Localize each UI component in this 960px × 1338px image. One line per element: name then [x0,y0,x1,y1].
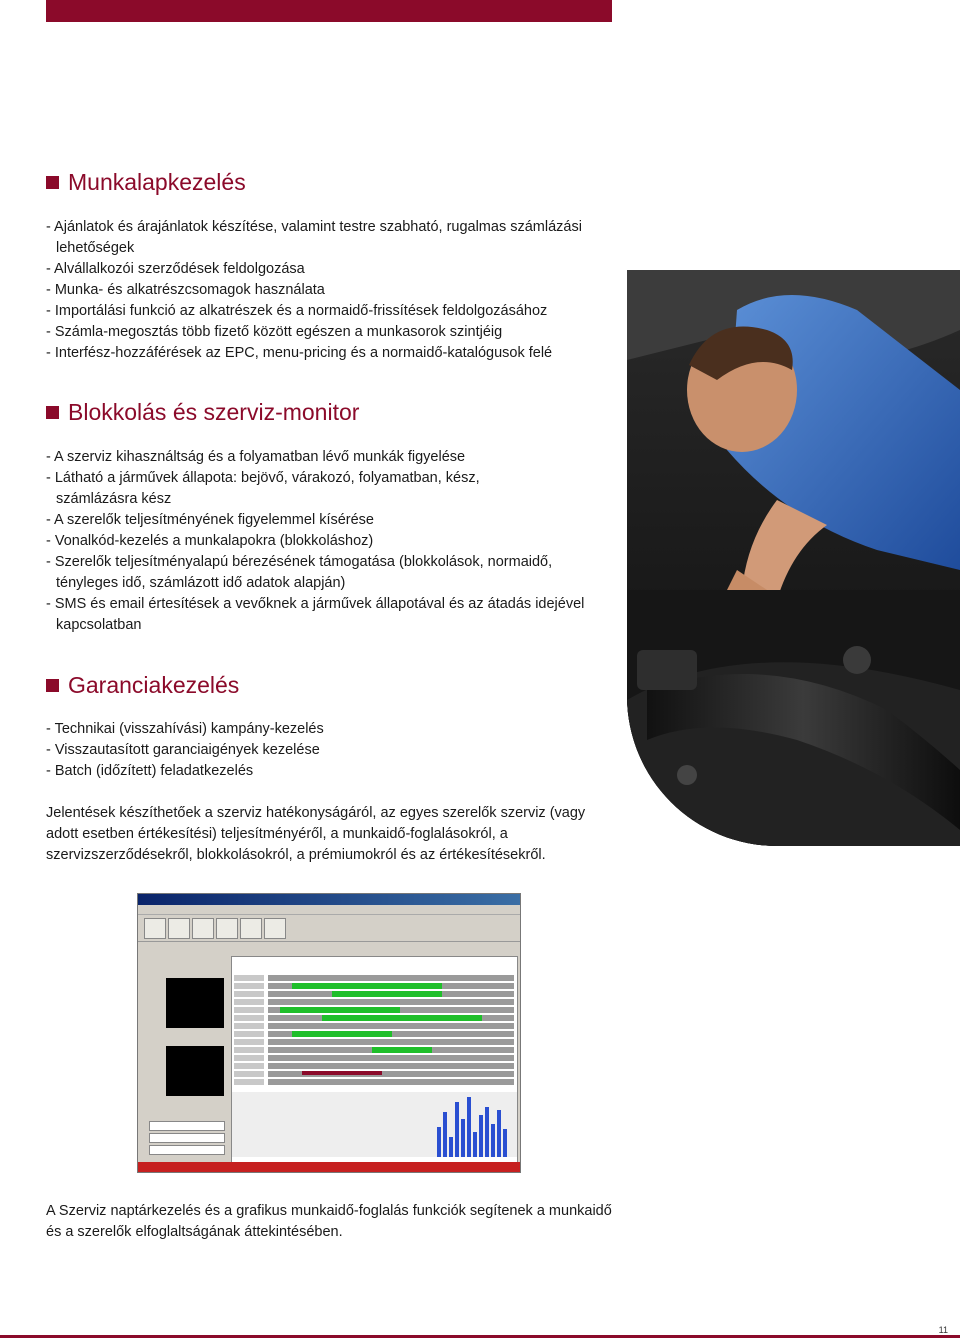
schedule-row-label [234,1047,264,1053]
report-bar [479,1115,483,1157]
toolbar-button [240,918,262,939]
report-bar [503,1129,507,1157]
section-title-text: Garanciakezelés [68,672,240,698]
schedule-chart [232,957,517,1157]
toolbar-button [192,918,214,939]
report-bar [443,1112,447,1157]
page-number: 11 [938,1325,948,1335]
schedule-row-label [234,1071,264,1077]
list-item: - Batch (időzített) feladatkezelés [46,763,254,779]
schedule-row [268,1023,514,1029]
toolbar-button [264,918,286,939]
square-bullet-icon [46,406,59,419]
list-item: - Visszautasított garanciaigények kezelése [46,742,320,758]
schedule-row-label [234,1007,264,1013]
list-item: - Számla-megosztás több fizető között egészen a munkasorok szintjéig [46,324,503,340]
schedule-row [268,1039,514,1045]
software-screenshot [137,893,521,1173]
report-bar [491,1124,495,1157]
list-item: - Vonalkód-kezelés a munkalapokra (blokkoláshoz) [46,533,374,549]
schedule-booking [302,1071,382,1075]
section-title-blokkolas [46,399,359,426]
toolbar-button [144,918,166,939]
report-bar [467,1097,471,1157]
square-bullet-icon [46,679,59,692]
list-item: - Interfész-hozzáférések az EPC, menu-pricing és a normaidő-katalógusok felé [46,345,553,361]
mechanic-photo-illustration [627,270,960,846]
section-title-munkalapkezeles [46,169,246,196]
section-list-garancia [46,719,606,782]
list-item: - Technikai (visszahívási) kampány-kezelés [46,721,324,737]
schedule-row-label [234,975,264,981]
schedule-row-label [234,991,264,997]
screenshot-status-bar [138,1162,520,1172]
report-bar [461,1119,465,1157]
list-item: - Látható a járművek állapota: bejövő, várakozó, folyamatban, kész, számlázásra kész [46,470,480,507]
report-bar [473,1132,477,1157]
screenshot-caption: A Szerviz naptárkezelés és a grafikus munkaidő-foglalás funkciók segítenek a munkaidő és a szerelők elfoglaltságának áttekintésében. [46,1203,612,1240]
schedule-row-label [234,983,264,989]
calendar-grid [166,1046,224,1096]
screenshot-toolbar [138,915,520,942]
list-item: - Ajánlatok és árajánlatok készítése, valamint testre szabható, rugalmas számlázási lehetőségek [46,219,582,256]
schedule-booking [280,1007,400,1013]
top-accent-bar [46,0,612,22]
schedule-row-label [234,1015,264,1021]
screenshot-title-bar [138,894,520,905]
schedule-row-label [234,999,264,1005]
schedule-row [268,999,514,1005]
schedule-row [268,1063,514,1069]
screenshot-dropdown [149,1133,225,1143]
schedule-booking [292,983,442,989]
calendar-grid [166,978,224,1028]
schedule-row [268,1079,514,1085]
schedule-booking [322,1015,482,1021]
report-bar [455,1102,459,1157]
list-item: - A szerviz kihasználtság és a folyamatban lévő munkák figyelése [46,449,466,465]
list-item: - Importálási funkció az alkatrészek és a normaidő-frissítések feldolgozásához [46,303,548,319]
schedule-row [268,975,514,981]
report-bar [437,1127,441,1157]
schedule-row-label [234,1039,264,1045]
section-title-text: Blokkolás és szerviz-monitor [68,399,360,425]
list-item: - Szerelők teljesítményalapú bérezésének támogatása (blokkolások, normaidő, tényleges idő, számlázott idő adatok alapján) [46,554,553,591]
section-list-munkalapkezeles [46,217,606,364]
toolbar-button [168,918,190,939]
report-bar [449,1137,453,1157]
section-title-text: Munkalapkezelés [68,169,246,195]
report-bar [497,1110,501,1157]
screenshot-menu-bar [138,905,520,915]
screenshot-schedule-panel [231,956,518,1168]
schedule-row-label [234,1023,264,1029]
list-item: - Alvállalkozói szerződések feldolgozása [46,261,305,277]
toolbar-button [216,918,238,939]
screenshot-calendar-panel [146,956,226,1166]
section-title-garancia [46,672,239,699]
list-item: - Munka- és alkatrészcsomagok használata [46,282,325,298]
schedule-booking [292,1031,392,1037]
screenshot-dropdown [149,1121,225,1131]
mechanic-photo [627,270,960,846]
list-item: - SMS és email értesítések a vevőknek a járművek állapotával és az átadás idejével kapcsolatban [46,596,585,633]
square-bullet-icon [46,176,59,189]
schedule-row-label [234,1055,264,1061]
schedule-header [232,957,517,971]
schedule-row-label [234,1031,264,1037]
schedule-row-label [234,1063,264,1069]
report-paragraph: Jelentések készíthetőek a szerviz hatékonyságáról, az egyes szerelők szerviz (vagy adott esetben értékesítési) teljesítményéről, a munkaidő-foglalásokról, a szervizszerződésekről, blokkolásokról, a prémiumokról és az értékesítésekről. [46,805,586,863]
screenshot-dropdown [149,1145,225,1155]
schedule-booking [332,991,442,997]
schedule-row [268,1055,514,1061]
schedule-booking [372,1047,432,1053]
report-bar [485,1107,489,1157]
schedule-row-label [234,1079,264,1085]
section-list-blokkolas [46,447,616,636]
list-item: - A szerelők teljesítményének figyelemmel kísérése [46,512,374,528]
